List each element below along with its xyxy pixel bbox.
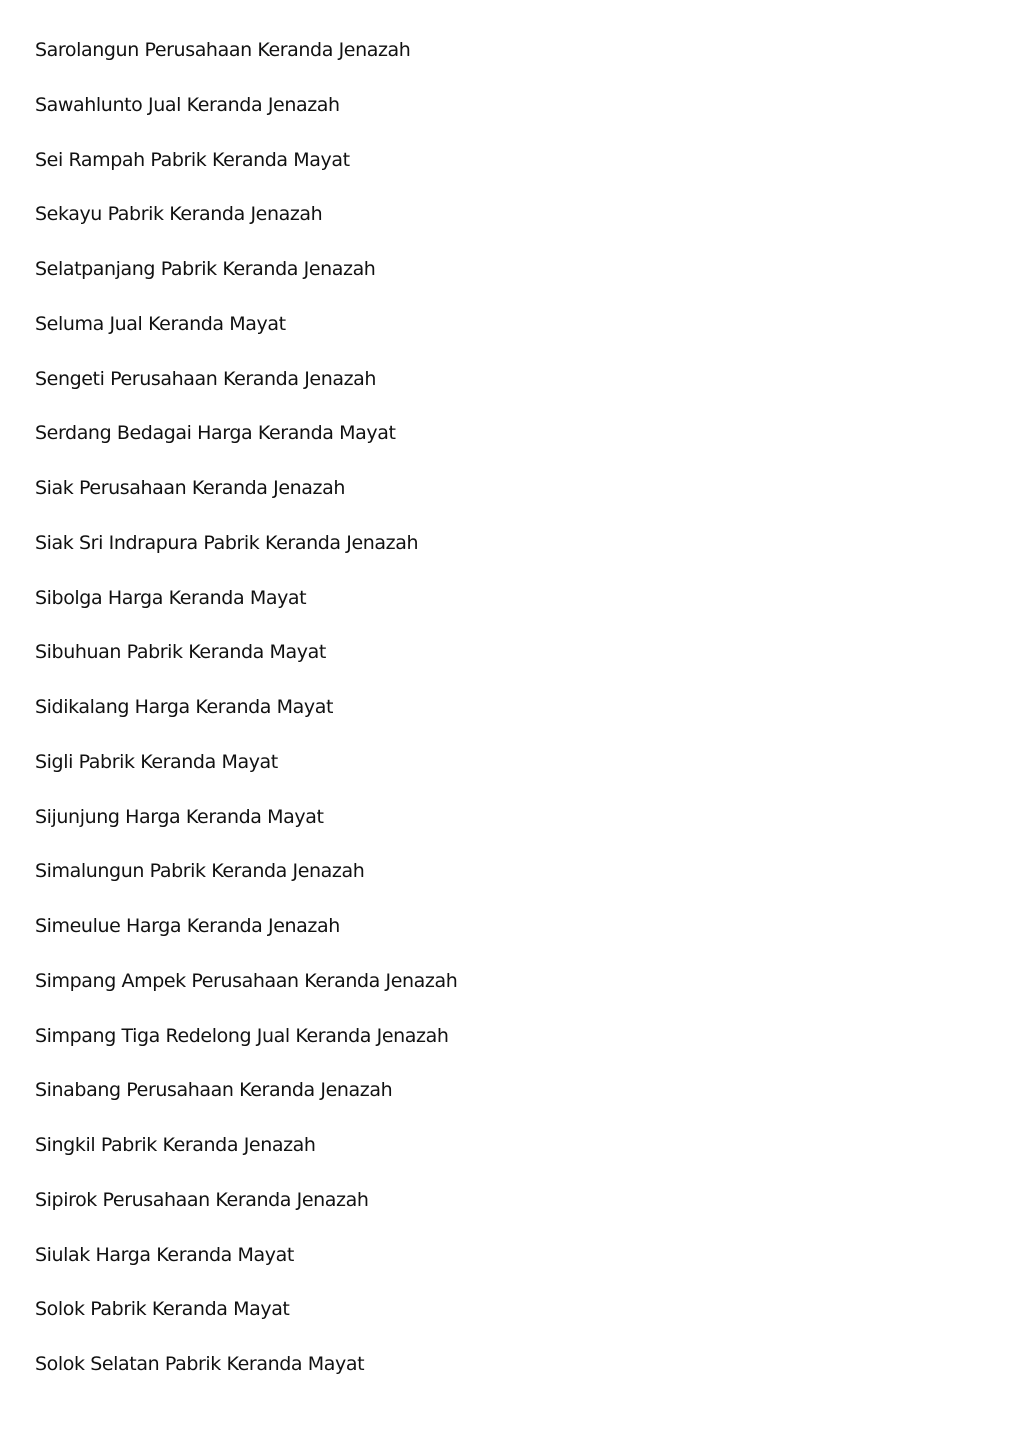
- list-item: Serdang Bedagai Harga Keranda Mayat: [35, 422, 396, 445]
- list-item: Sarolangun Perusahaan Keranda Jenazah: [35, 39, 411, 61]
- list-item: Sibuhuan Pabrik Keranda Mayat: [35, 641, 326, 664]
- list-item: Solok Selatan Pabrik Keranda Mayat: [35, 1353, 365, 1375]
- list-item: Sei Rampah Pabrik Keranda Mayat: [35, 148, 350, 171]
- list-item: Sinabang Perusahaan Keranda Jenazah: [35, 1079, 393, 1102]
- list-item: Sawahlunto Jual Keranda Jenazah: [35, 93, 340, 116]
- list-item: Simeulue Harga Keranda Jenazah: [35, 915, 340, 937]
- list-item: Sijunjung Harga Keranda Mayat: [35, 805, 324, 828]
- list-item: Sibolga Harga Keranda Mayat: [35, 586, 307, 609]
- list-item: Singkil Pabrik Keranda Jenazah: [35, 1134, 316, 1156]
- keyword-list: [35, 36, 457, 1405]
- list-item: Sidikalang Harga Keranda Mayat: [35, 696, 334, 718]
- list-item: Simpang Ampek Perusahaan Keranda Jenazah: [35, 969, 458, 992]
- list-item: Sipirok Perusahaan Keranda Jenazah: [35, 1188, 369, 1211]
- list-item: Sigli Pabrik Keranda Mayat: [35, 750, 278, 773]
- list-item: Selatpanjang Pabrik Keranda Jenazah: [35, 258, 376, 280]
- list-item: Siulak Harga Keranda Mayat: [35, 1243, 294, 1266]
- list-item: Simalungun Pabrik Keranda Jenazah: [35, 860, 365, 883]
- list-item: Siak Sri Indrapura Pabrik Keranda Jenazah: [35, 531, 419, 554]
- list-item: Sekayu Pabrik Keranda Jenazah: [35, 203, 323, 226]
- list-item: Solok Pabrik Keranda Mayat: [35, 1298, 290, 1321]
- list-item: Sengeti Perusahaan Keranda Jenazah: [35, 367, 377, 390]
- list-item: Siak Perusahaan Keranda Jenazah: [35, 477, 345, 499]
- list-item: Simpang Tiga Redelong Jual Keranda Jenazah: [35, 1024, 449, 1047]
- list-item: Seluma Jual Keranda Mayat: [35, 312, 286, 335]
